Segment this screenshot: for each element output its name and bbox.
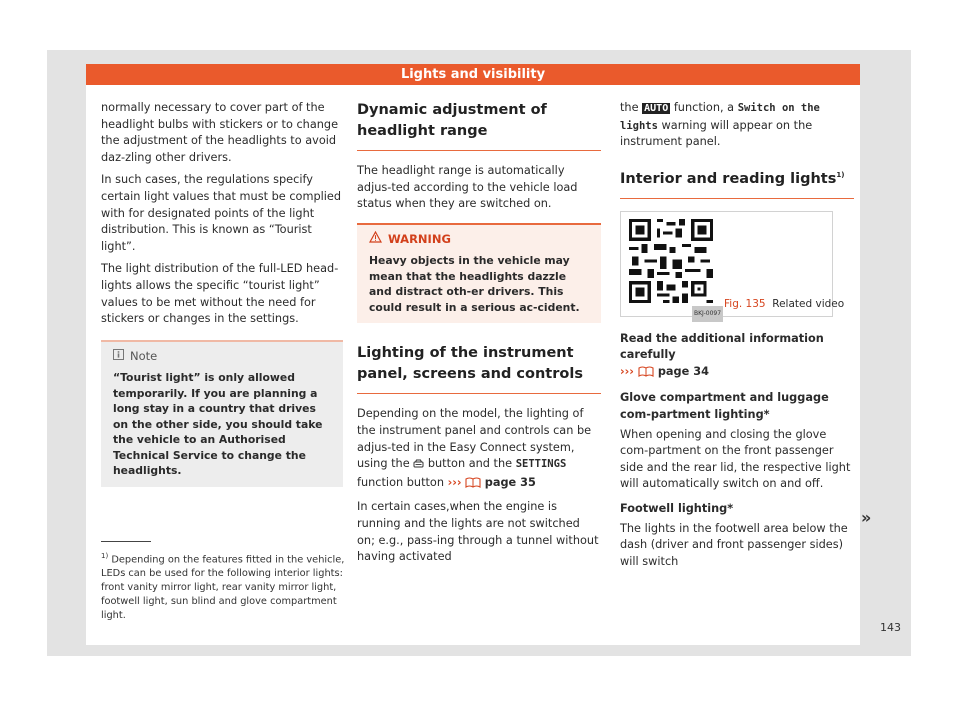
figure-caption-text: Related video [772, 297, 845, 310]
page-reference-link[interactable]: page 35 [484, 475, 536, 489]
note-text: “Tourist light” is only allowed temporarily. If you are planning a long stay in a country that drives on the other side, you should take the vehicle to an Authorised Technical Service to change the headlights. [113, 371, 323, 478]
footnote-text: Depending on the features fitted in the vehicle, LEDs can be used for the following interior lights: front vanity mirror light, rear vanity mirror light, footwell light, sun blind and glove compartment light. [101, 554, 345, 622]
paragraph: In such cases, the regulations specify certain light values that must be complied with for designated points of the light distribution. This is known as “Tourist light”. [101, 173, 342, 253]
paragraph: The light distribution of the full-LED head-lights allows the specific “tourist light” values to be met without the need for stickers or changes in the settings. [101, 262, 339, 326]
car-menu-icon [413, 458, 424, 475]
footnote-mark: 1) [101, 552, 109, 560]
paragraph: In certain cases,when the engine is running and the lights are not switched on; e.g., pass-ing through a tunnel without having activated [357, 500, 599, 564]
warning-header [369, 231, 591, 248]
footnote-divider [101, 541, 151, 542]
text-span: the [620, 101, 639, 114]
page-number: 143 [880, 621, 901, 634]
heading-interior-lights [620, 165, 854, 199]
heading-dynamic-adjustment: Dynamic adjustment of headlight range [357, 100, 601, 151]
continue-arrow: » [861, 508, 872, 527]
page-reference-link[interactable]: page 34 [657, 364, 709, 378]
subheading-glove: Glove compartment and luggage com-partment lighting* [620, 391, 829, 421]
section-header: Lights and visibility [86, 64, 860, 85]
paragraph: The headlight range is automatically adjus-ted according to the vehicle load status when they are switched on. [357, 164, 578, 211]
figure-135[interactable] [620, 211, 845, 317]
note-box [101, 340, 343, 487]
figure-caption [724, 296, 844, 313]
column-2 [357, 100, 601, 572]
warning-text: Heavy objects in the vehicle may mean that the headlights dazzle and distract oth-er drivers. This could result in a serious ac-cident. [369, 254, 580, 314]
paragraph-footwell: The lights in the footwell area below the dash (driver and front passenger sides) will switch [620, 521, 848, 568]
book-reference-icon [465, 477, 481, 494]
switch-on-lights-message: Switch on the lights [620, 102, 820, 132]
text-span: warning will appear on the instrument panel. [620, 118, 813, 149]
note-label: Note [130, 348, 158, 363]
heading-instrument-lighting: Lighting of the instrument panel, screens and controls [357, 343, 601, 394]
subheading-footwell: Footwell lighting* [620, 501, 734, 515]
footnote-mark: 1) [836, 170, 845, 179]
figure-label: Fig. 135 [724, 297, 766, 310]
auto-symbol: AUTO [644, 103, 669, 114]
figure-id: BKJ-0097 [692, 306, 723, 323]
paragraph: normally necessary to cover part of the headlight bulbs with stickers or to change the adjustment of the headlights to avoid daz-zling other drivers. [101, 101, 339, 164]
text-span: function, a [673, 101, 735, 114]
text-span: Depending on the model, the lighting of the instrument panel and controls can be adjus-ted in the Easy Connect system, using the [357, 407, 592, 471]
qr-code-image[interactable] [625, 216, 717, 306]
note-header [113, 348, 333, 365]
warning-triangle-icon [369, 231, 382, 248]
warning-box [357, 223, 601, 324]
settings-keyword: SETTINGS [515, 458, 567, 471]
text-span: function button [357, 475, 444, 489]
warning-label: WARNING [388, 231, 451, 246]
book-reference-icon [638, 366, 654, 383]
column-1 [101, 100, 343, 487]
paragraph-auto [620, 100, 854, 151]
footnote [101, 549, 349, 623]
paragraph-instrument-lighting [357, 406, 601, 493]
ref-arrows: ››› [447, 475, 462, 489]
paragraph-glove: When opening and closing the glove com-partment on the front passenger side and the rear lid, the respective light will automatically switch on and off. [620, 427, 851, 491]
text-span: Read the additional information carefully [620, 331, 824, 362]
column-3 [620, 100, 854, 576]
read-more-paragraph [620, 331, 854, 383]
ref-arrows: ››› [620, 364, 634, 378]
info-icon [113, 348, 124, 365]
text-span: button and the [427, 457, 513, 471]
heading-text: Interior and reading lights [620, 170, 837, 187]
